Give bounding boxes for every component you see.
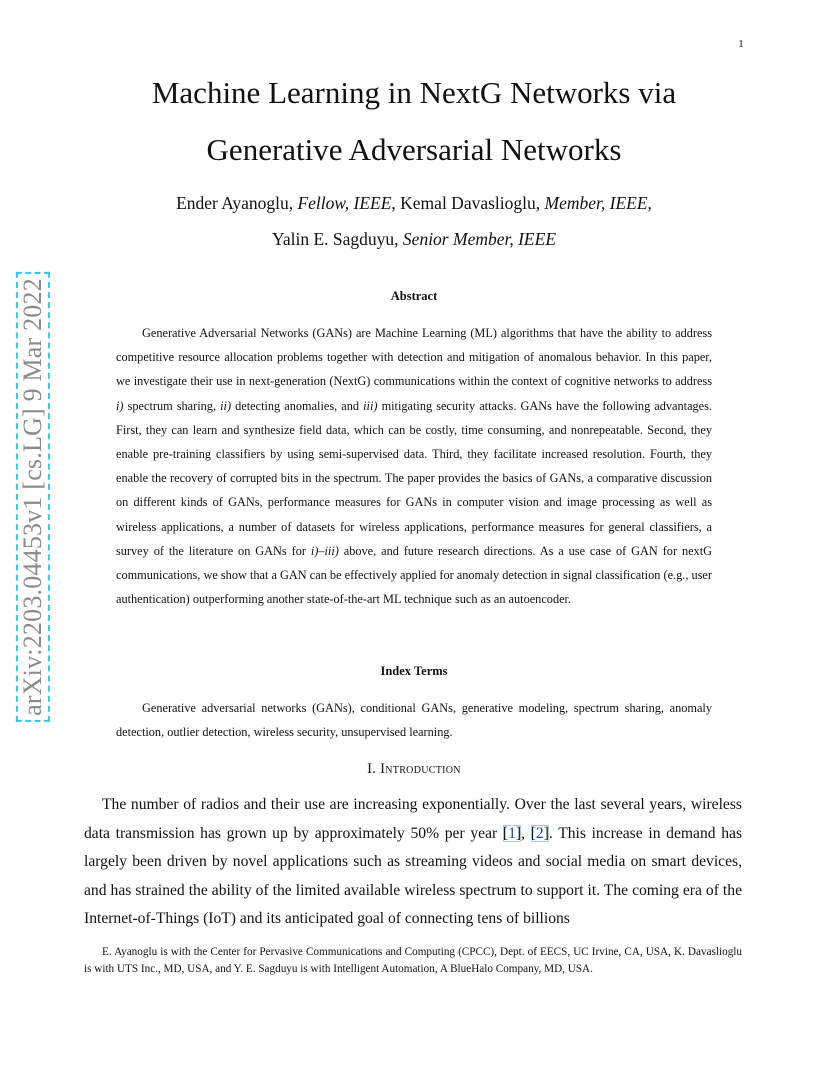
abstract-item-ii: ii) xyxy=(220,398,232,413)
section-title: Introduction xyxy=(380,761,461,777)
index-terms-heading: Index Terms xyxy=(380,664,448,678)
arxiv-identifier[interactable]: arXiv:2203.04453v1 [cs.LG] 9 Mar 2022 xyxy=(16,272,50,722)
abstract-item-range: i)–iii) xyxy=(310,543,339,558)
abstract-part-3: detecting anomalies, and xyxy=(231,398,364,413)
intro-part-2: , xyxy=(521,824,531,842)
citation-link-1[interactable]: [ 1 ] xyxy=(503,825,521,842)
paper-title: Machine Learning in NextG Networks via Generative Adversarial Networks xyxy=(151,75,677,167)
abstract-heading: Abstract xyxy=(390,289,438,303)
author-1-name: Ender Ayanoglu, xyxy=(176,193,298,213)
author-2-name: , Kemal Davaslioglu, xyxy=(391,193,545,213)
intro-part-3: . This increase in demand has largely been driven by novel applications such as streaming videos and social media on smart devices, and has strained the ability of the limited available wireless spectrum to support it. The coming era of the Internet-of-Things (IoT) and its anticipated goal of connecting tens of billions xyxy=(84,824,743,928)
page-number: 1 xyxy=(738,38,744,50)
author-1-role: Fellow, IEEE xyxy=(297,193,392,213)
author-separator: , xyxy=(647,193,652,213)
author-2-role: Member, IEEE xyxy=(544,193,648,213)
abstract-part-1: Generative Adversarial Networks (GANs) are Machine Learning (ML) algorithms that have the ability to address competitive resource allocation problems together with detection and mitigation of anomalous behavior. In this paper, we investigate their use in next-generation (NextG) communications within the context of cognitive networks to address xyxy=(116,326,712,389)
author-affiliation-footnote: E. Ayanoglu is with the Center for Pervasive Communications and Computing (CPCC), Dept. of EECS, UC Irvine, CA, USA, K. Davaslioglu is with UTS Inc., MD, USA, and Y. E. Sagduyu is with Intelligent Automation, A BlueHalo Company, MD, USA. xyxy=(84,946,742,975)
introduction-heading xyxy=(90,761,738,778)
abstract-part-4: mitigating security attacks. GANs have the following advantages. First, they can learn and synthesize field data, which can be costly, time consuming, and nonrepeatable. Second, they enable pre-training classifiers by using semi-supervised data. Third, they facilitate increased resolution. Fourth, they enable the recovery of corrupted bits in the spectrum. The paper provides the basics of GANs, a comparative discussion on different kinds of GANs, performance measures for GANs in computer vision and image processing as well as wireless applications, a number of datasets for wireless applications, performance measures for general classifiers, a survey of the literature on GANs for xyxy=(116,398,712,558)
abstract-part-5: above, and future research directions. As a use case of GAN for nextG communications, we show that a GAN can be effectively applied for anomaly detection in signal classification (e.g., user authentication) outperforming another state-of-the-art ML technique such as an autoencoder. xyxy=(116,543,712,607)
introduction-text xyxy=(84,791,742,934)
index-terms-text: Generative adversarial networks (GANs), conditional GANs, generative modeling, spectrum sharing, anomaly detection, outlier detection, wireless security, unsupervised learning. xyxy=(116,701,712,740)
intro-part-1: The number of radios and their use are increasing exponentially. Over the last several years, wireless data transmission has grown up by approximately 50% per year xyxy=(84,796,742,842)
citation-link-2[interactable]: [ 2 ] xyxy=(531,825,549,842)
section-numeral: I. xyxy=(367,761,381,777)
author-3-name: Yalin E. Sagduyu, xyxy=(271,229,403,249)
abstract-item-iii: iii) xyxy=(363,398,378,413)
arxiv-stamp[interactable] xyxy=(16,262,50,732)
author-list xyxy=(90,185,738,257)
author-3-role: Senior Member, IEEE xyxy=(402,229,557,249)
abstract-item-i: i) xyxy=(116,398,124,413)
abstract-part-2: spectrum sharing, xyxy=(123,398,221,413)
abstract-text xyxy=(116,321,712,611)
